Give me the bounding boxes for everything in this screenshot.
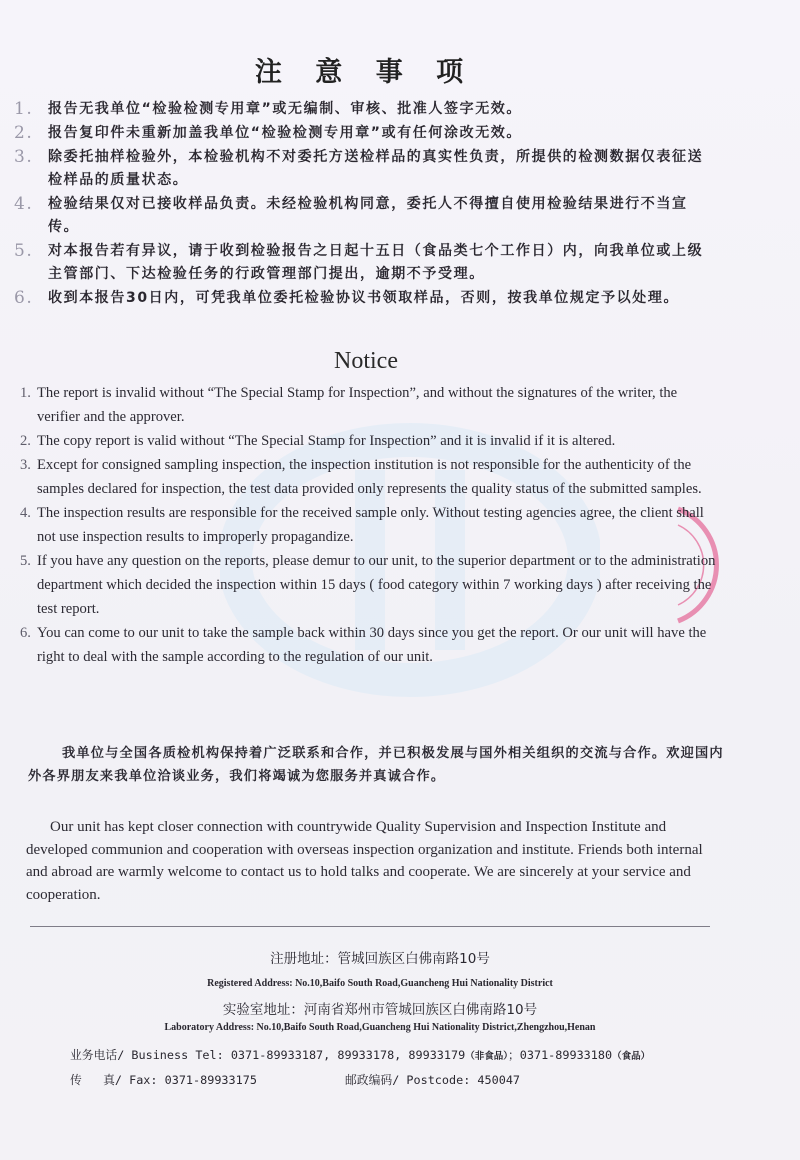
list-item [14, 122, 714, 145]
list-number: 6. [14, 288, 34, 308]
list-number: 2. [14, 123, 34, 143]
list-item [14, 193, 714, 239]
list-number: 4. [20, 505, 31, 521]
list-text: You can come to our unit to take the sample back within 30 days since you get the report. Or our unit will have the right to deal with the sample according to the regulation of our unit. [37, 625, 707, 665]
list-number: 1. [20, 385, 31, 401]
list-text: The report is invalid without “The Special Stamp for Inspection”, and without the signatures of the writer, the verifier and the approver. [37, 385, 678, 425]
registered-address-cn: 注册地址：管城回族区白佛南路10号 [270, 951, 490, 967]
list-text: 检验结果仅对已接收样品负责。未经检验机构同意，委托人不得擅自使用检验结果进行不当宣传。 [48, 196, 688, 235]
list-text: 报告无我单位“检验检测专用章”或无编制、审核、批准人签字无效。 [48, 101, 523, 117]
notice-en-list [20, 381, 720, 669]
list-number: 4. [14, 194, 34, 214]
list-text: 收到本报告30日内，可凭我单位委托检验协议书领取样品，否则，按我单位规定予以处理。 [48, 290, 680, 306]
list-number: 5. [20, 553, 31, 569]
list-number: 2. [20, 433, 31, 449]
list-number: 5. [14, 241, 34, 261]
list-item [14, 146, 714, 192]
notice-en-title: Notice [334, 348, 398, 374]
list-item [20, 381, 720, 429]
fax-line: 传 真/ Fax: 0371-89933175 [70, 1073, 257, 1087]
postcode-line: 邮政编码/ Postcode: 450047 [345, 1073, 521, 1087]
list-number: 3. [14, 147, 34, 167]
list-text: 报告复印件未重新加盖我单位“检验检测专用章”或有任何涂改无效。 [48, 125, 523, 141]
business-tel-note-nonfood: （非食品） [465, 1051, 508, 1062]
list-text: The inspection results are responsible for the received sample only. Without testing agencies agree, the client shall not use inspection results to improperly propagandize. [37, 505, 704, 545]
divider [30, 926, 710, 927]
list-item [20, 621, 720, 669]
list-number: 3. [20, 457, 31, 473]
list-text: 对本报告若有异议，请于收到检验报告之日起十五日（食品类七个工作日）内，向我单位或上级主管部门、下达检验任务的行政管理部门提出，逾期不予受理。 [48, 243, 704, 282]
intro-en-paragraph: Our unit has kept closer connection with countrywide Quality Supervision and Inspection Institute and developed communion and cooperation with overseas inspection organization and institute. Friends both internal and abroad are warmly welcome to contact us to hold talks and cooperate. We are sincerely at your service and cooperation. [26, 819, 703, 903]
list-text: Except for consigned sampling inspection, the inspection institution is not responsible for the authenticity of the samples declared for inspection, the test data provided only represents the quality status of the submitted samples. [37, 457, 702, 497]
list-text: If you have any question on the reports, please demur to our unit, to the superior department or to the administration department which decided the inspection within 15 days ( food category within 7 working days ) after receiving the test report. [37, 553, 716, 617]
list-number: 1. [14, 99, 34, 119]
list-item [20, 429, 720, 453]
intro-cn-paragraph: 我单位与全国各质检机构保持着广泛联系和合作，并已积极发展与国外相关组织的交流与合作。欢迎国内外各界朋友来我单位洽谈业务，我们将竭诚为您服务并真诚合作。 [28, 746, 724, 784]
business-tel: 业务电话/ Business Tel: 0371-89933187, 89933178, 89933179 [70, 1048, 466, 1062]
list-item [20, 453, 720, 501]
lab-address-cn: 实验室地址：河南省郑州市管城回族区白佛南路10号 [222, 1002, 538, 1018]
business-tel-food: ；0371-89933180 [507, 1048, 613, 1062]
business-tel-line [70, 1046, 650, 1063]
list-number: 6. [20, 625, 31, 641]
lab-address-en: Laboratory Address: No.10,Baifo South Road,Guancheng Hui Nationality District,Zhengzhou,Henan [164, 1022, 596, 1033]
list-item [14, 240, 714, 286]
list-text: 除委托抽样检验外，本检验机构不对委托方送检样品的真实性负责，所提供的检测数据仅表征送检样品的质量状态。 [48, 149, 704, 188]
list-item [20, 549, 720, 621]
notice-cn-list [14, 98, 714, 311]
list-text: The copy report is valid without “The Special Stamp for Inspection” and it is invalid if it is altered. [37, 433, 616, 449]
registered-address-en: Registered Address: No.10,Baifo South Road,Guancheng Hui Nationality District [207, 978, 553, 989]
notice-cn-title: 注 意 事 项 [254, 57, 476, 88]
list-item [20, 501, 720, 549]
list-item [14, 98, 714, 121]
business-tel-note-food: （食品） [612, 1051, 651, 1062]
list-item [14, 287, 714, 310]
